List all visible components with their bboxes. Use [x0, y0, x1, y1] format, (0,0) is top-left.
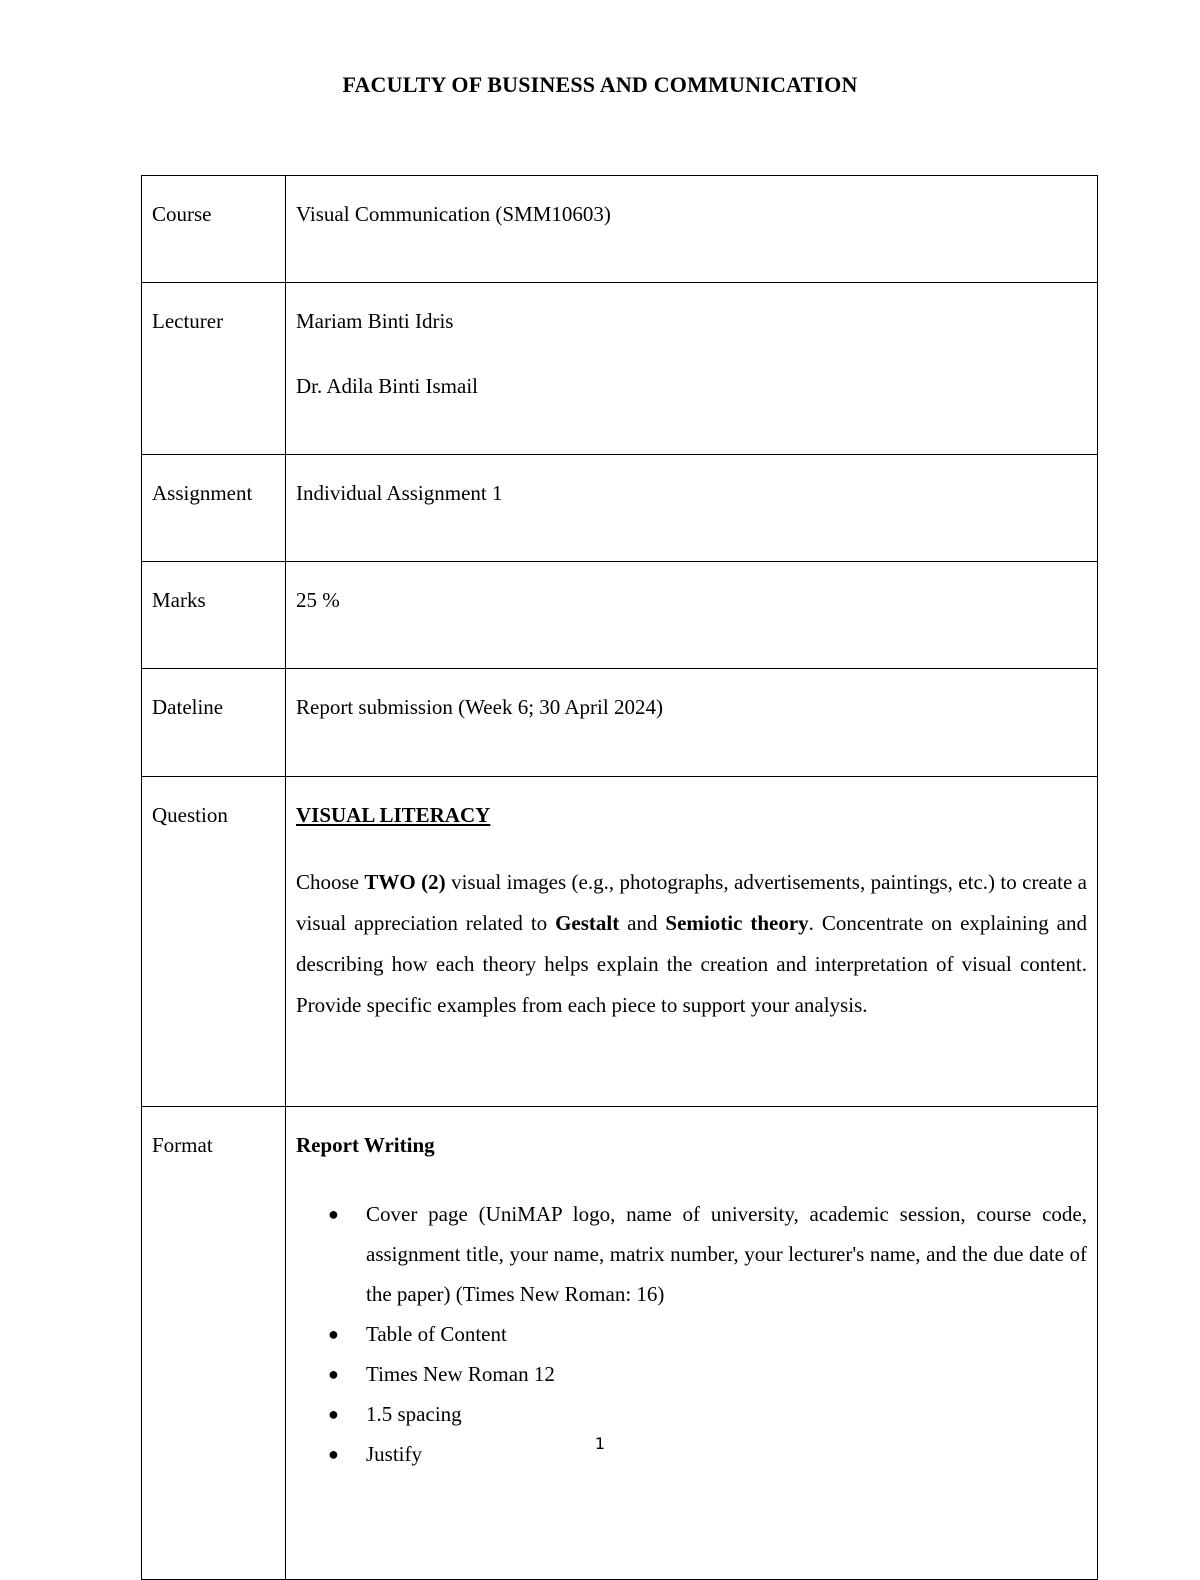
format-label: Format — [142, 1107, 286, 1580]
question-text-1: Choose — [296, 870, 365, 894]
assignment-label: Assignment — [142, 455, 286, 562]
table-row-marks — [142, 562, 1098, 669]
table-row-question — [142, 777, 1098, 1107]
lecturer-value — [286, 283, 1098, 455]
dateline-label: Dateline — [142, 669, 286, 777]
table-row-dateline — [142, 669, 1098, 777]
question-text-4: . Concentrate on explaining and describing how each theory helps explain the creation and interpretation of visual content. Provide specific examples from each piece to support your analysis. — [296, 911, 1087, 1017]
format-item-text: Table of Content — [366, 1322, 507, 1346]
lecturer-name-1: Mariam Binti Idris — [296, 309, 454, 333]
assignment-info-table — [141, 175, 1098, 1580]
page-number: 1 — [594, 1434, 606, 1453]
bullet-icon: ● — [328, 1364, 339, 1384]
format-value — [286, 1107, 1098, 1580]
format-item-text: Justify — [366, 1442, 423, 1466]
question-bold-count: TWO (2) — [364, 870, 446, 894]
bullet-icon: ● — [328, 1444, 339, 1464]
format-item-text: 1.5 spacing — [366, 1402, 462, 1426]
format-item-text: Cover page (UniMAP logo, name of university, academic session, course code, assignment title, your name, matrix number, your lecturer's name, and the due date of the paper) (Times New Roman: 16) — [366, 1202, 1087, 1306]
format-list — [296, 1194, 1087, 1474]
table-row-assignment — [142, 455, 1098, 562]
lecturer-label: Lecturer — [142, 283, 286, 455]
list-item — [328, 1394, 1087, 1434]
bullet-icon: ● — [328, 1404, 339, 1424]
format-heading: Report Writing — [296, 1133, 435, 1157]
question-text-2: visual images (e.g., photographs, advertisements, paintings, etc.) to create a visual appreciation related to — [296, 870, 1088, 935]
question-text-3: and — [619, 911, 666, 935]
bullet-icon: ● — [328, 1324, 339, 1344]
bullet-icon: ● — [328, 1204, 339, 1224]
list-item — [328, 1354, 1087, 1394]
table-row-course — [142, 176, 1098, 283]
table-row-lecturer — [142, 283, 1098, 455]
question-bold-semiotic: Semiotic theory — [665, 911, 809, 935]
list-item — [328, 1314, 1087, 1354]
list-item — [328, 1194, 1087, 1314]
question-value — [286, 777, 1098, 1107]
marks-label: Marks — [142, 562, 286, 669]
marks-value: 25 % — [286, 562, 1098, 669]
dateline-value: Report submission (Week 6; 30 April 2024) — [286, 669, 1098, 777]
question-body — [296, 862, 1087, 1026]
question-label: Question — [142, 777, 286, 1107]
assignment-value: Individual Assignment 1 — [286, 455, 1098, 562]
table-row-format — [142, 1107, 1098, 1580]
course-value: Visual Communication (SMM10603) — [286, 176, 1098, 283]
lecturer-name-2: Dr. Adila Binti Ismail — [296, 374, 478, 398]
page-title: FACULTY OF BUSINESS AND COMMUNICATION — [342, 72, 858, 97]
course-label: Course — [142, 176, 286, 283]
question-bold-gestalt: Gestalt — [555, 911, 620, 935]
format-item-text: Times New Roman 12 — [366, 1362, 555, 1386]
question-heading: VISUAL LITERACY — [296, 803, 491, 827]
